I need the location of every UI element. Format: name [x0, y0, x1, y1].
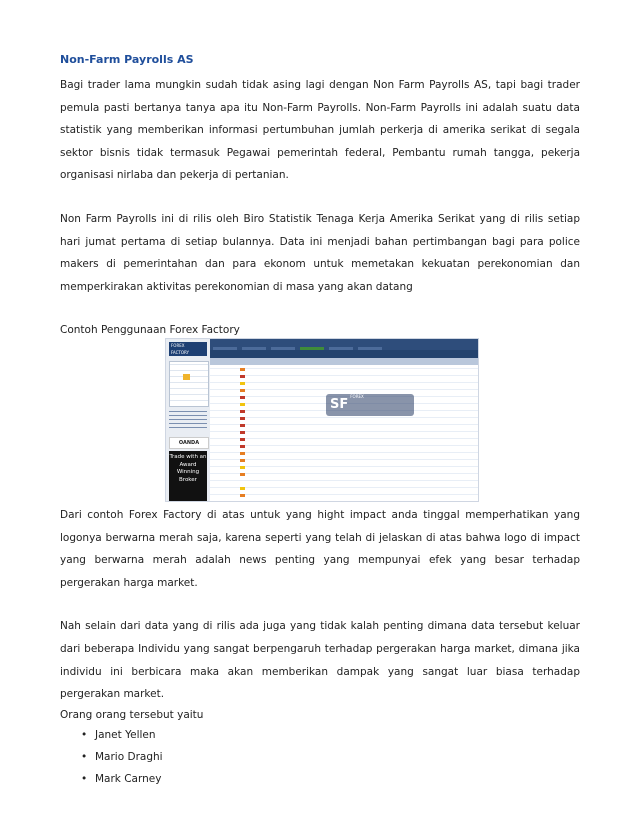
article-bottom [60, 504, 580, 790]
paragraph-intro: Bagi trader lama mungkin sudah tidak asing lagi dengan Non Farm Payrolls AS, tapi bagi trader pemula pasti bertanya tanya apa itu Non-Farm Payrolls. Non-Farm Payrolls ini adalah suatu data statistik yang memberikan informasi pertumbuhan jumlah perkerja di amerika serikat di segala sektor bisnis tidak termasuk Pegawai pemerintah federal, Pembantu rumah tangga, pekerja organisasi nirlaba dan pekerja di pertanian. [60, 79, 580, 182]
screenshot-nav [210, 339, 478, 350]
paragraph-individuals: Nah selain dari data yang di rilis ada juga yang tidak kalah penting dimana data tersebut keluar dari beberapa Individu yang sangat berpengaruh terhadap pergerakan harga market, dimana jika individu ini berbicara maka akan memberikan dampak yang sangat luar biasa terhadap pergerakan market. [60, 620, 580, 701]
article-heading: Non-Farm Payrolls AS [60, 53, 194, 66]
sf-forex-watermark: SFFOREX [326, 394, 414, 416]
forex-factory-screenshot [165, 338, 479, 502]
people-list [60, 724, 580, 790]
sidebar-links [169, 411, 207, 431]
paragraph-example-caption: Contoh Penggunaan Forex Factory [60, 324, 240, 337]
calendar-widget [169, 361, 209, 407]
broker-ad: Trade with an Award Winning Broker [169, 451, 207, 501]
forex-factory-logo: FOREX FACTORY [169, 342, 207, 356]
screenshot-date-bar [210, 350, 478, 358]
list-item: • Mark Carney [95, 768, 580, 790]
paragraph-people-intro: Orang orang tersebut yaitu [60, 708, 204, 721]
paragraph-release-info: Non Farm Payrolls ini di rilis oleh Biro Statistik Tenaga Kerja Amerika Serikat yang di rilis setiap hari jumat pertama di setiap bulannya. Data ini menjadi bahan pertimbangan bagi para police makers di pemerintahan dan para ekonom untuk memetakan kekuatan perekonomian dan memperkirakan aktivitas perekonomian di masa yang akan datang [60, 212, 580, 293]
screenshot-table-header [210, 358, 478, 365]
screenshot-sidebar [166, 339, 210, 501]
list-item: • Mario Draghi [95, 746, 580, 768]
list-item: • Janet Yellen [95, 724, 580, 746]
article-top [60, 52, 580, 342]
screenshot-calendar-rows [210, 365, 478, 501]
oanda-logo: OANDA [169, 437, 209, 449]
paragraph-impact-explanation: Dari contoh Forex Factory di atas untuk yang hight impact anda tinggal memperhatikan yang logonya berwarna merah saja, karena seperti yang telah di jelaskan di atas bahwa logo di impact yang berwarna merah adalah news penting yang mempunyai efek yang besar terhadap pergerakan harga market. [60, 509, 580, 589]
